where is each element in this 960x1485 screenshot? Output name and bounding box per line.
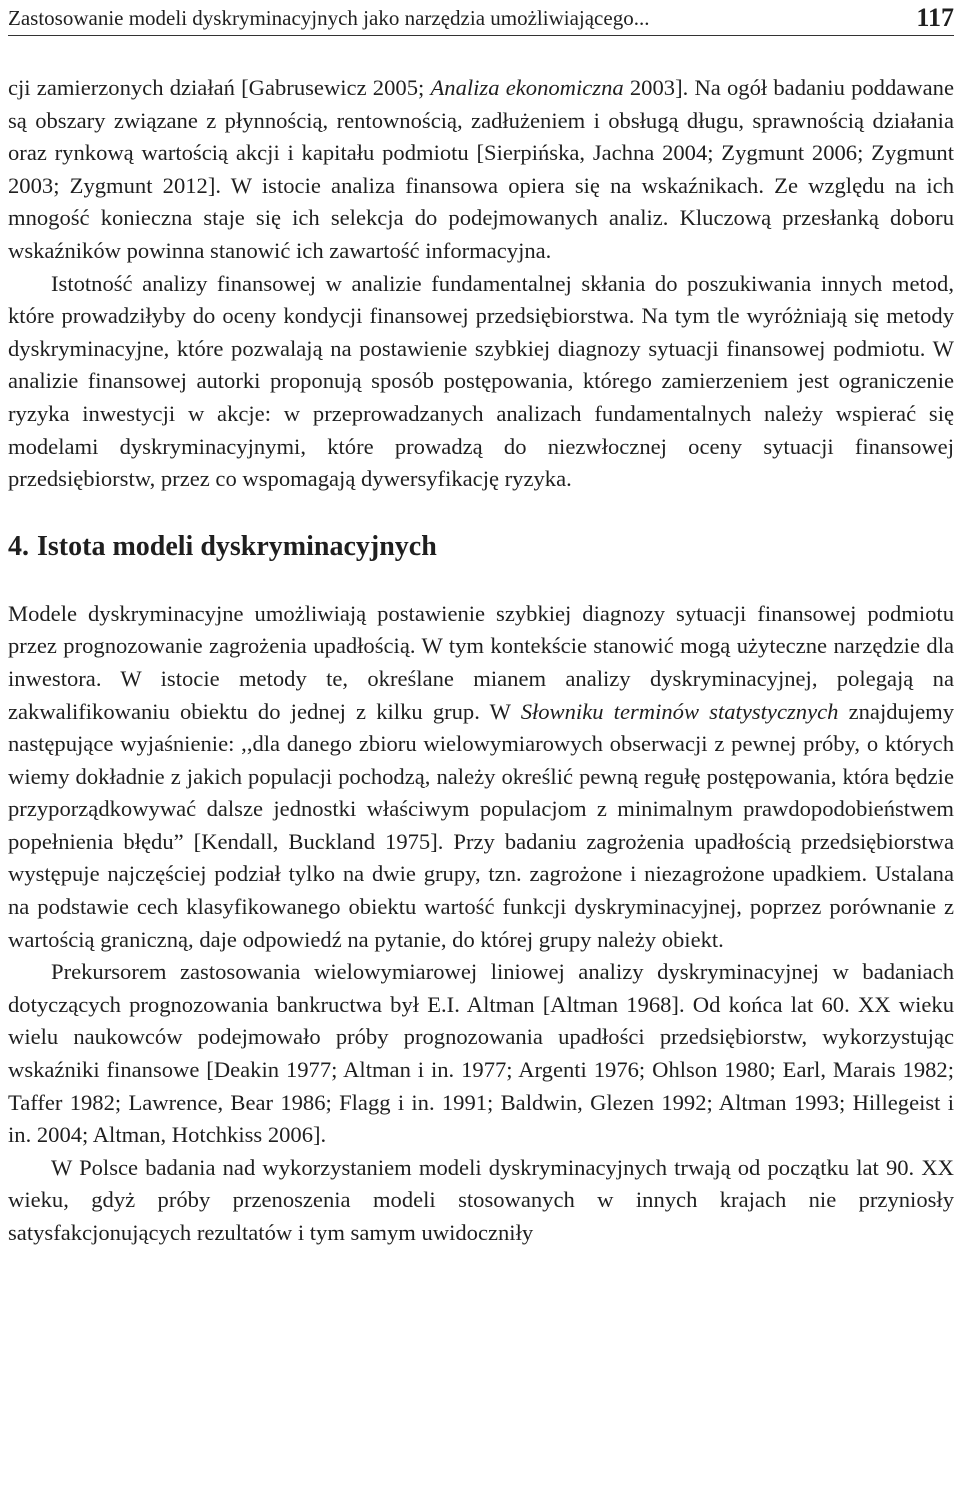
paragraph-1-part-1: cji zamierzonych działań [Gabrusewicz 2005; [8,75,431,100]
paragraph-3-part-1: Modele dyskryminacyjne umożliwiają postawienie szybkiej diagnozy sytuacji finansowej podmiotu przez prognozowanie zagrożenia upadłością. W tym kontekście stanowić mogą użyteczne narzędzie dla inwestora. W istocie metody te, określane mianem analizy dyskryminacyjnej, polegają na zakwalifikowaniu obiektu do jednej z kilku grup. W [8,600,954,724]
paragraph-3 [8,598,954,957]
section-number: 4. [8,530,29,562]
running-header [8,0,954,36]
section-heading [8,530,954,564]
running-title: Zastosowanie modeli dyskryminacyjnych jako narzędzia umożliwiającego... [8,6,650,30]
paragraph-2: Istotność analizy finansowej w analizie fundamentalnej skłania do poszukiwania innych metod, które prowadziłyby do oceny kondycji finansowej przedsiębiorstwa. Na tym tle wyróżniają się metody dyskryminacyjne, które pozwalają na postawienie szybkiej diagnozy sytuacji finansowej podmiotu. W analizie finansowej autorki proponują sposób postępowania, którego zamierzeniem jest ograniczenie ryzyka inwestycji w akcje: w przeprowadzanych analizach fundamentalnych należy wspierać się modelami dyskryminacyjnymi, które prowadzą do niezwłocznej oceny sytuacji finansowej przedsiębiorstw, przez co wspomagają dywersyfikację ryzyka. [8,270,954,492]
paragraph-1-part-2: 2003]. Na ogół badaniu poddawane są obszary związane z płynnością, rentownością, zadłużeniem i obsługą długu, sprawnością działania oraz rynkową wartością akcji i kapitału podmiotu [Sierpińska, Jachna 2004; Zygmunt 2006; Zygmunt 2003; Zygmunt 2012]. W istocie analiza finansowa opiera się na wskaźnikach. Ze względu na ich mnogość konieczna staje się ich selekcja do podejmowanych analiz. Kluczową przesłanką doboru wskaźników powinna stanowić ich zawartość informacyjna. [8,75,954,263]
body-text [8,72,954,1250]
page-number: 117 [916,3,954,32]
page [8,0,954,1250]
paragraph-3-italic: Słowniku terminów statystycznych [520,698,839,724]
paragraph-3-part-2: znajdujemy następujące wyjaśnienie: ,,dla danego zbioru wielowymiarowych obserwacji z pewnej próby, o których wiemy dokładnie z jakich populacji pochodzą, należy określić pewną regułę postępowania, która będzie przyporządkowywać dalsze jednostki właściwym populacjom z minimalnym prawdopodobieństwem popełnienia błędu” [Kendall, Buckland 1975]. Przy badaniu zagrożenia upadłością przedsiębiorstwa występuje najczęściej podział tylko na dwie grupy, tzn. zagrożone i niezagrożone upadkiem. Ustalana na podstawie cech klasyfikowanego obiektu wartość funkcji dyskryminacyjnej, poprzez porównanie z wartością graniczną, daje odpowiedź na pytanie, do której grupy należy obiekt. [8,698,954,952]
paragraph-1 [8,72,954,268]
section-title: Istota modeli dyskryminacyjnych [37,530,437,562]
paragraph-1-italic: Analiza ekonomiczna [430,75,624,100]
paragraph-5: W Polsce badania nad wykorzystaniem modeli dyskryminacyjnych trwają od początku lat 90. XX wieku, gdyż próby przenoszenia modeli stosowanych w innych krajach nie przyniosły satysfakcjonujących rezultatów i tym samym uwidoczniły [8,1154,954,1245]
paragraph-4: Prekursorem zastosowania wielowymiarowej liniowej analizy dyskryminacyjnej w badaniach dotyczących prognozowania bankructwa był E.I. Altman [Altman 1968]. Od końca lat 60. XX wieku wielu naukowców podejmowało próby prognozowania upadłości przedsiębiorstw, wykorzystując wskaźniki finansowe [Deakin 1977; Altman i in. 1977; Argenti 1976; Ohlson 1980; Earl, Marais 1982; Taffer 1982; Lawrence, Bear 1986; Flagg i in. 1991; Baldwin, Glezen 1992; Altman 1993; Hillegeist i in. 2004; Altman, Hotchkiss 2006]. [8,959,954,1148]
